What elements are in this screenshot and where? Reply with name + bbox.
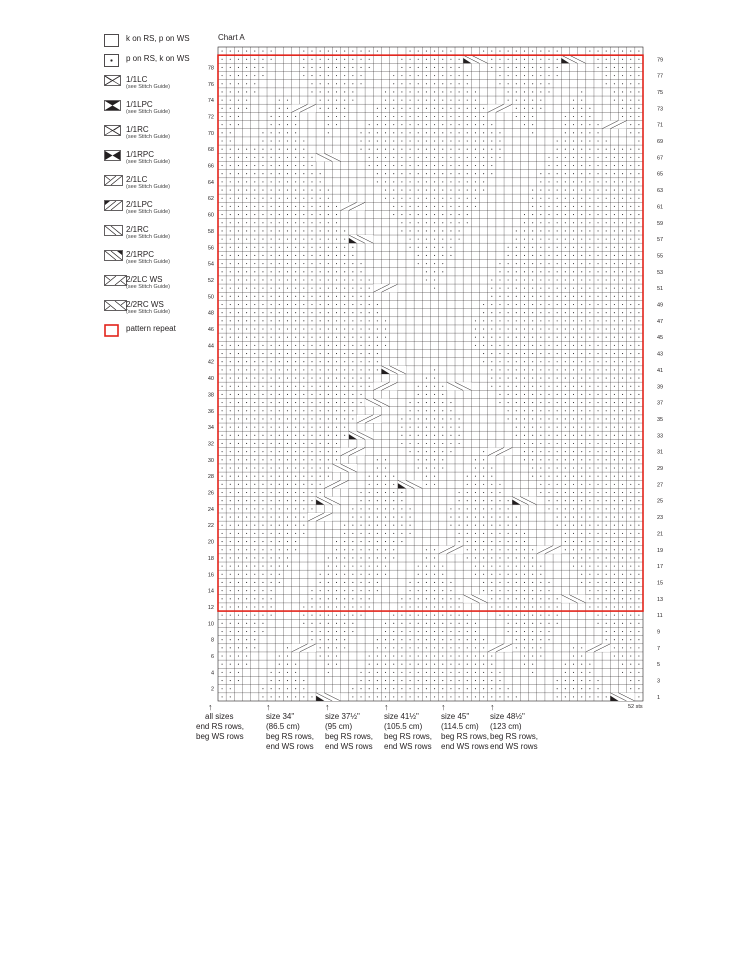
cable-cross-symbol bbox=[349, 431, 374, 439]
cable-cross-symbol bbox=[341, 202, 366, 210]
cable-cross-cell bbox=[602, 121, 627, 129]
row-number: 67 bbox=[657, 155, 664, 162]
cable-cross-symbol bbox=[324, 480, 349, 488]
cable-cross-cell bbox=[341, 448, 366, 456]
left-purl-cross-icon bbox=[104, 100, 121, 113]
row-number: 31 bbox=[657, 449, 664, 456]
row-number: 6 bbox=[210, 654, 214, 661]
legend-sub: (see Stitch Guide) bbox=[126, 284, 171, 290]
legend-sub: (see Stitch Guide) bbox=[126, 84, 171, 90]
row-number: 76 bbox=[207, 81, 214, 88]
cable-cross-symbol bbox=[316, 153, 341, 161]
cable-cross-symbol bbox=[537, 546, 562, 554]
row-number: 23 bbox=[657, 515, 664, 522]
note-line: beg RS rows, bbox=[384, 732, 433, 741]
row-number: 46 bbox=[207, 327, 214, 334]
size-note-45 bbox=[441, 702, 489, 752]
cable-cross-symbol bbox=[357, 415, 382, 423]
row-number: 74 bbox=[207, 98, 214, 105]
row-number: 65 bbox=[657, 171, 664, 178]
right-purl-cross-icon bbox=[104, 150, 121, 163]
legend-sub: (see Stitch Guide) bbox=[126, 109, 171, 115]
row-number: 59 bbox=[657, 220, 664, 227]
note-line: beg WS rows bbox=[196, 732, 244, 741]
note-line: beg RS rows, bbox=[266, 732, 315, 741]
row-number: 61 bbox=[657, 204, 664, 211]
cable-cross-cell bbox=[341, 202, 366, 210]
row-number: 33 bbox=[657, 433, 664, 440]
note-line: size 48½" bbox=[490, 712, 525, 721]
left-row-numbers bbox=[208, 65, 214, 692]
row-number: 4 bbox=[210, 670, 214, 677]
chart-cells bbox=[218, 47, 643, 701]
row-number: 14 bbox=[207, 588, 214, 595]
cable-cross-symbol bbox=[341, 448, 366, 456]
row-number: 13 bbox=[657, 596, 664, 603]
legend-sub: (see Stitch Guide) bbox=[126, 309, 171, 315]
legend-label: 2/1LC bbox=[126, 175, 148, 184]
cable-cross-symbol bbox=[610, 693, 635, 701]
stitch-count-label: 52 sts bbox=[628, 704, 643, 710]
cable-cross-symbol bbox=[398, 480, 423, 488]
row-number: 16 bbox=[207, 572, 214, 579]
row-number: 70 bbox=[207, 130, 214, 137]
row-number: 36 bbox=[207, 408, 214, 415]
cable-cross-cell bbox=[373, 382, 398, 390]
cable-cross-symbol bbox=[439, 546, 464, 554]
cable-cross-cell bbox=[537, 546, 562, 554]
note-line: end WS rows bbox=[266, 742, 314, 751]
two-two-right-cross-icon bbox=[104, 300, 121, 313]
note-line: (95 cm) bbox=[325, 722, 353, 731]
row-number: 10 bbox=[207, 621, 214, 628]
right-cross-icon bbox=[104, 125, 121, 138]
row-number: 53 bbox=[657, 269, 664, 276]
cable-cross-cell bbox=[447, 382, 472, 390]
row-number: 62 bbox=[207, 196, 214, 203]
cable-cross-cell bbox=[332, 464, 357, 472]
legend-sub: (see Stitch Guide) bbox=[126, 159, 171, 165]
knit-icon bbox=[104, 34, 121, 47]
cable-cross-symbol bbox=[512, 497, 537, 505]
cable-cross-cell bbox=[373, 284, 398, 292]
row-number: 28 bbox=[207, 474, 214, 481]
row-number: 3 bbox=[657, 678, 661, 685]
cable-cross-cell bbox=[463, 595, 488, 603]
legend-sub: (see Stitch Guide) bbox=[126, 259, 171, 265]
note-line: end WS rows bbox=[490, 742, 538, 751]
row-number: 18 bbox=[207, 555, 214, 562]
row-number: 7 bbox=[657, 645, 661, 652]
cable-cross-symbol bbox=[488, 448, 513, 456]
row-number: 71 bbox=[657, 122, 664, 129]
legend-label: pattern repeat bbox=[126, 324, 176, 333]
legend-label: 2/2LC WS bbox=[126, 275, 163, 284]
note-line: end WS rows bbox=[384, 742, 432, 751]
up-arrow-icon: ↑ bbox=[490, 702, 495, 712]
right-row-numbers bbox=[657, 57, 663, 701]
cable-cross-symbol bbox=[292, 644, 317, 652]
row-number: 63 bbox=[657, 188, 664, 195]
note-line: end RS rows, bbox=[196, 722, 245, 731]
row-number: 50 bbox=[207, 294, 214, 301]
legend-sub: (see Stitch Guide) bbox=[126, 234, 171, 240]
size-note-all-sizes bbox=[196, 702, 244, 742]
note-line: size 34" bbox=[266, 712, 295, 721]
legend-label: p on RS, k on WS bbox=[126, 54, 190, 63]
row-number: 52 bbox=[207, 277, 214, 284]
cable-cross-cell bbox=[357, 415, 382, 423]
row-number: 8 bbox=[210, 637, 214, 644]
up-arrow-icon: ↑ bbox=[384, 702, 389, 712]
size-note-34 bbox=[266, 702, 314, 752]
cable-cross-cell bbox=[324, 480, 349, 488]
legend-sub: (see Stitch Guide) bbox=[126, 184, 171, 190]
row-number: 47 bbox=[657, 318, 664, 325]
cable-cross-symbol bbox=[463, 595, 488, 603]
row-number: 69 bbox=[657, 139, 664, 146]
cable-cross-cell bbox=[488, 644, 513, 652]
row-number: 43 bbox=[657, 351, 664, 358]
row-number: 42 bbox=[207, 359, 214, 366]
cable-cross-symbol bbox=[316, 693, 341, 701]
row-number: 12 bbox=[207, 604, 214, 611]
legend-label: 1/1RC bbox=[126, 125, 149, 134]
cable-cross-symbol bbox=[365, 399, 390, 407]
cable-cross-cell bbox=[488, 104, 513, 112]
cable-cross-cell bbox=[292, 104, 317, 112]
legend-sub: (see Stitch Guide) bbox=[126, 134, 171, 140]
cable-cross-cell bbox=[561, 595, 586, 603]
cable-cross-symbol bbox=[373, 284, 398, 292]
note-line: (105.5 cm) bbox=[384, 722, 423, 731]
row-number: 24 bbox=[207, 506, 214, 513]
row-number: 54 bbox=[207, 261, 214, 268]
row-number: 35 bbox=[657, 416, 664, 423]
cable-cross-cell bbox=[439, 546, 464, 554]
row-number: 32 bbox=[207, 441, 214, 448]
cable-cross-symbol bbox=[292, 104, 317, 112]
chart-title: Chart A bbox=[218, 33, 245, 42]
note-line: size 37½" bbox=[325, 712, 360, 721]
row-number: 25 bbox=[657, 498, 664, 505]
row-number: 58 bbox=[207, 228, 214, 235]
cable-cross-symbol bbox=[447, 382, 472, 390]
up-arrow-icon: ↑ bbox=[266, 702, 271, 712]
size-note-41-5 bbox=[384, 702, 432, 752]
legend-label: 1/1RPC bbox=[126, 150, 155, 159]
row-number: 78 bbox=[207, 65, 214, 72]
cable-cross-cell bbox=[308, 513, 333, 521]
cable-cross-symbol bbox=[349, 235, 374, 243]
cable-cross-cell bbox=[365, 399, 390, 407]
up-arrow-icon: ↑ bbox=[325, 702, 330, 712]
row-number: 29 bbox=[657, 466, 664, 473]
row-number: 22 bbox=[207, 523, 214, 530]
row-number: 19 bbox=[657, 547, 664, 554]
row-number: 30 bbox=[207, 457, 214, 464]
row-number: 9 bbox=[657, 629, 661, 636]
row-number: 75 bbox=[657, 89, 664, 96]
cable-cross-cell bbox=[488, 448, 513, 456]
note-line: end WS rows bbox=[325, 742, 373, 751]
cable-cross-symbol bbox=[488, 104, 513, 112]
row-number: 11 bbox=[657, 613, 663, 620]
legend-label: 2/2RC WS bbox=[126, 300, 164, 309]
row-number: 20 bbox=[207, 539, 214, 546]
row-number: 49 bbox=[657, 302, 664, 309]
row-number: 41 bbox=[657, 367, 664, 374]
two-two-left-cross-icon bbox=[104, 275, 121, 288]
knitting-chart bbox=[205, 38, 675, 702]
legend-label: 2/1RC bbox=[126, 225, 149, 234]
row-number: 73 bbox=[657, 106, 664, 113]
legend-label: k on RS, p on WS bbox=[126, 34, 190, 43]
note-line: size 41½" bbox=[384, 712, 419, 721]
cable-cross-symbol bbox=[308, 513, 333, 521]
legend-label: 2/1RPC bbox=[126, 250, 155, 259]
cable-cross-cell bbox=[292, 644, 317, 652]
cable-cross-symbol bbox=[463, 55, 488, 63]
row-number: 27 bbox=[657, 482, 664, 489]
row-number: 55 bbox=[657, 253, 664, 260]
purl-icon bbox=[104, 54, 121, 67]
cable-cross-symbol bbox=[586, 644, 611, 652]
left-cross-icon bbox=[104, 75, 121, 88]
cable-cross-symbol bbox=[561, 55, 586, 63]
two-one-right-cross-icon bbox=[104, 225, 121, 238]
row-number: 57 bbox=[657, 237, 664, 244]
note-line: (86.5 cm) bbox=[266, 722, 300, 731]
row-number: 15 bbox=[657, 580, 664, 587]
row-number: 38 bbox=[207, 392, 214, 399]
row-number: 40 bbox=[207, 376, 214, 383]
row-number: 72 bbox=[207, 114, 214, 121]
row-number: 39 bbox=[657, 384, 664, 391]
legend-label: 2/1LPC bbox=[126, 200, 153, 209]
row-number: 34 bbox=[207, 425, 214, 432]
row-number: 56 bbox=[207, 245, 214, 252]
cable-cross-symbol bbox=[373, 382, 398, 390]
cable-cross-symbol bbox=[381, 366, 406, 374]
note-line: beg RS rows, bbox=[490, 732, 539, 741]
row-number: 26 bbox=[207, 490, 214, 497]
note-line: (114.5 cm) bbox=[441, 722, 479, 731]
row-number: 5 bbox=[657, 662, 661, 669]
row-number: 77 bbox=[657, 73, 664, 80]
row-number: 45 bbox=[657, 335, 664, 342]
two-one-left-purl-cross-icon bbox=[104, 200, 121, 213]
row-number: 17 bbox=[657, 564, 664, 571]
chart-grid-lines bbox=[218, 47, 643, 701]
cable-cross-cell bbox=[586, 644, 611, 652]
cable-cross-symbol bbox=[316, 497, 341, 505]
two-one-left-cross-icon bbox=[104, 175, 121, 188]
cable-cross-symbol bbox=[602, 121, 627, 129]
row-number: 66 bbox=[207, 163, 214, 170]
size-note-37-5 bbox=[325, 702, 373, 752]
row-number: 48 bbox=[207, 310, 214, 317]
up-arrow-icon: ↑ bbox=[441, 702, 446, 712]
row-number: 60 bbox=[207, 212, 214, 219]
note-line: size 45" bbox=[441, 712, 470, 721]
size-note-48-5 bbox=[490, 702, 538, 752]
cable-cross-symbol bbox=[561, 595, 586, 603]
row-number: 79 bbox=[657, 57, 664, 64]
up-arrow-icon: ↑ bbox=[208, 702, 213, 712]
legend-label: 1/1LPC bbox=[126, 100, 153, 109]
legend-label: 1/1LC bbox=[126, 75, 148, 84]
two-one-right-purl-cross-icon bbox=[104, 250, 121, 263]
cable-cross-symbol bbox=[332, 464, 357, 472]
note-line: all sizes bbox=[205, 712, 234, 721]
row-number: 1 bbox=[657, 694, 661, 701]
row-number: 37 bbox=[657, 400, 664, 407]
note-line: (123 cm) bbox=[490, 722, 522, 731]
note-line: end WS rows bbox=[441, 742, 489, 751]
row-number: 68 bbox=[207, 147, 214, 154]
row-number: 21 bbox=[657, 531, 664, 538]
row-number: 64 bbox=[207, 179, 214, 186]
note-line: beg RS rows, bbox=[441, 732, 490, 741]
row-number: 51 bbox=[657, 286, 664, 293]
cable-cross-symbol bbox=[488, 644, 513, 652]
pattern-repeat-icon bbox=[104, 324, 121, 337]
note-line: beg RS rows, bbox=[325, 732, 374, 741]
row-number: 2 bbox=[210, 686, 214, 693]
cable-cross-cell bbox=[316, 153, 341, 161]
row-number: 44 bbox=[207, 343, 214, 350]
legend-sub: (see Stitch Guide) bbox=[126, 209, 171, 215]
